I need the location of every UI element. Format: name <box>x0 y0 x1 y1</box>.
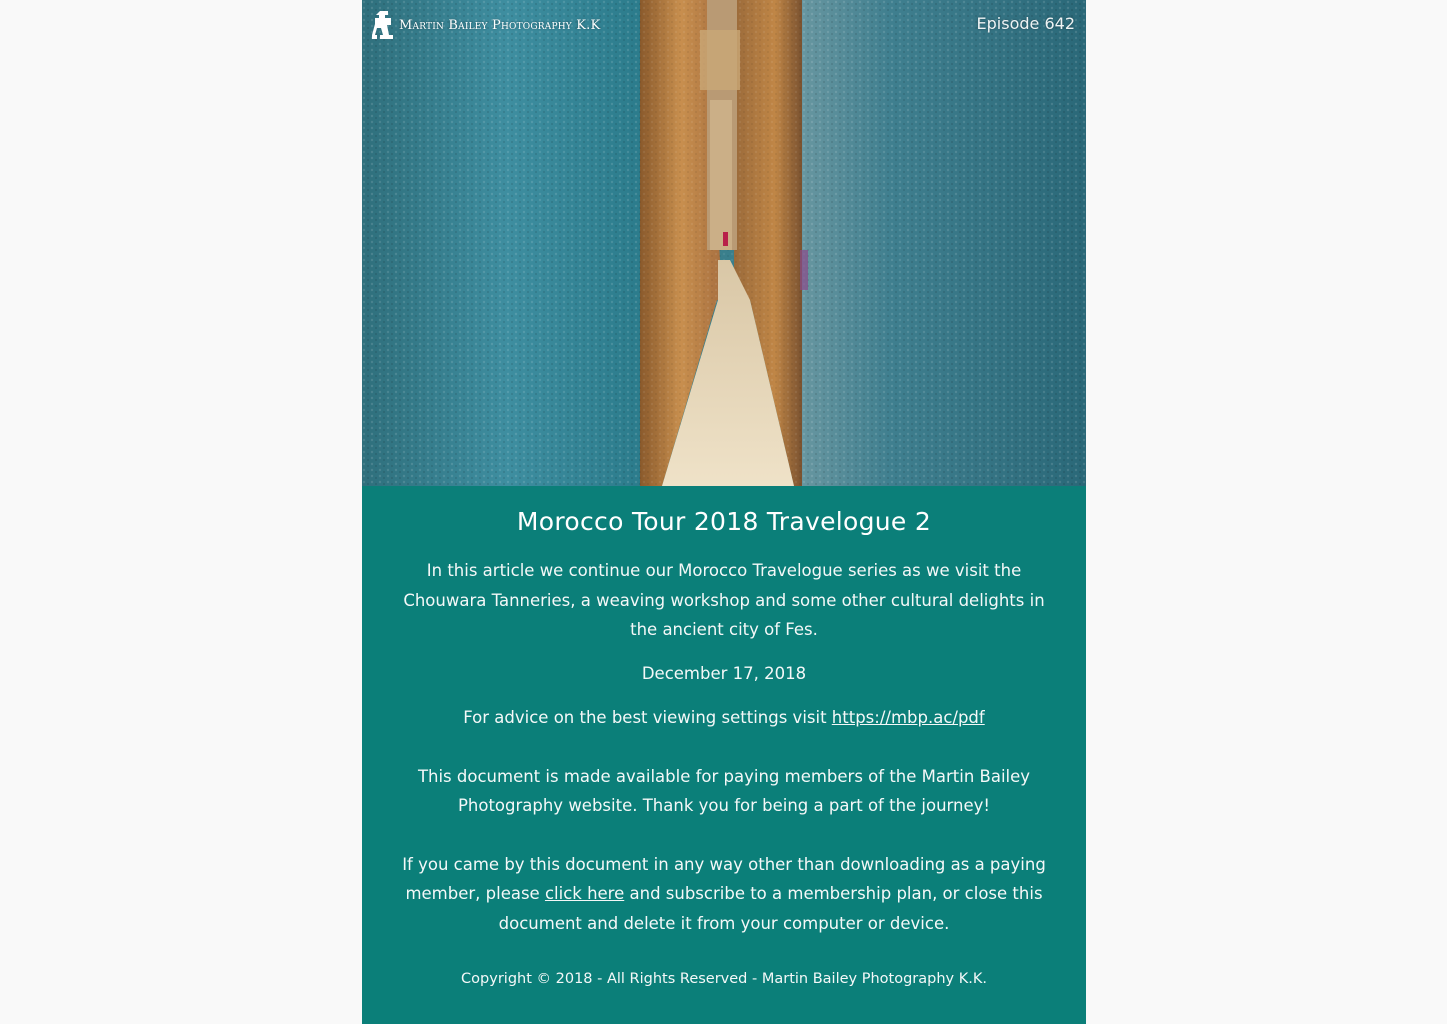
hero-photo <box>362 0 1086 486</box>
episode-number: Episode 642 <box>976 14 1075 33</box>
document-page <box>362 0 1086 1024</box>
members-notice: This document is made available for paying members of the Martin Bailey Photography website. Thank you for being a part of the journey! <box>417 766 1031 815</box>
article-date: December 17, 2018 <box>641 663 807 683</box>
viewing-settings-link[interactable]: https://mbp.ac/pdf <box>831 708 985 727</box>
notice-text-after: and subscribe to a membership plan, or close this document and delete it from your computer or device. <box>498 884 1043 933</box>
click-here-link[interactable]: click here <box>544 884 625 903</box>
brand-name: Martin Bailey Photography K.K <box>399 17 601 33</box>
alley-photo-illustration <box>362 0 1086 486</box>
notice-text-before: If you came by this document in any way other than downloading as a paying member, please <box>402 854 1046 903</box>
viewing-advice-text: For advice on the best viewing settings visit <box>463 708 832 727</box>
copyright-notice: Copyright © 2018 - All Rights Reserved - Martin Bailey Photography K.K. <box>461 971 987 987</box>
article-summary: In this article we continue our Morocco Travelogue series as we visit the Chouwara Tanneries, a weaving workshop and some other cultural delights in the ancient city of Fes. <box>403 561 1045 639</box>
distribution-notice <box>394 850 1054 939</box>
article-title: Morocco Tour 2018 Travelogue 2 <box>516 507 932 536</box>
article-info <box>362 486 1086 990</box>
viewing-advice <box>362 703 1086 733</box>
brand-logo <box>372 9 600 41</box>
photographer-logo-icon <box>372 9 396 41</box>
